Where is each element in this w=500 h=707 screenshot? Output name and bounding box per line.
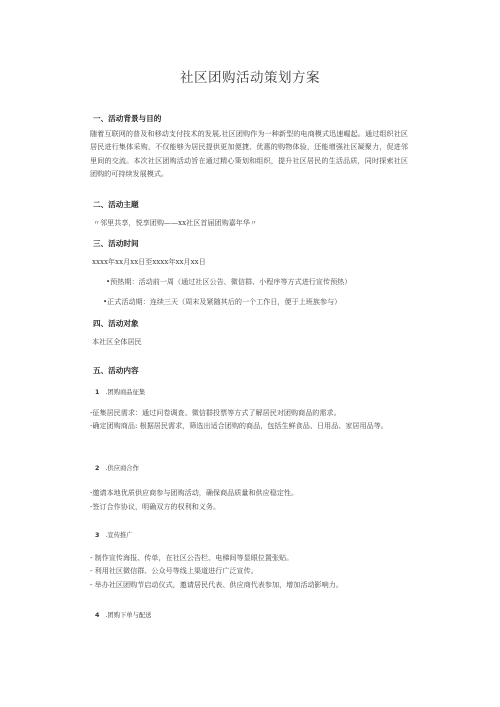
audience-text: 本社区全体居民: [92, 337, 142, 346]
item1-line1: -征集居民需求：通过问卷调查、微信群投票等方式了解居民对团购商品的需求。: [90, 408, 341, 417]
theme-text: 〃邻里共享，悦享团购——xx社区首届团购嘉年华〃: [93, 218, 258, 227]
item-number: 3: [95, 532, 100, 539]
page-title: 社区团购活动策划方案: [180, 70, 320, 86]
section-body-background: 随着互联网的普及和移动支付技术的发展,社区团购作为一种新型的电商模式迅速崛起。通过组织社区居民进行集体采购，不仅能够为居民提供更加便捷、优惠的购物体验，还能增强社区凝聚力，促进邻里间的交流。本次社区团购活动旨在通过精心策划和组织，提升社区居民的生活品质，同时探索社区团购的可持续发展模式。: [90, 129, 408, 179]
item-title: .团购商品征集: [105, 389, 146, 396]
item2-line1: -邀请本地优质供应商参与团购活动，确保商品质量和供应稳定性。: [90, 488, 299, 497]
item-number: 2: [95, 465, 100, 472]
item3-line1: - 制作宣传海报、传单，在社区公告栏、电梯间等显眼位置张贴。: [90, 553, 294, 562]
activity-date: xxxx年xx月xx日至xxxx年xx月xx日: [92, 257, 206, 266]
item-heading-3: [95, 530, 133, 539]
section-heading-background: 一、活动背景与目的: [93, 114, 162, 123]
item1-line2: -确定团购商品: 根据居民需求，筛选出适合团购的商品，包括生鲜食品、日用品、家居用品等。: [90, 421, 388, 430]
item-heading-2: [95, 463, 139, 472]
section-heading-theme: 二、活动主题: [93, 200, 139, 209]
item2-line2: -签订合作协议，明确双方的权利和义务。: [90, 502, 221, 511]
item-title: .团购下单与配送: [105, 612, 152, 619]
bullet-main-period: •正式活动期：连续三天（周末及紧随其后的一个工作日，便于上班族参与）: [103, 297, 342, 306]
item-heading-4: [95, 610, 151, 619]
bullet-preheat: •预热期：活动前一周（通过社区公告、微信群、小程序等方式进行宣传预热）: [106, 277, 352, 286]
item-number: 4: [95, 612, 100, 619]
section-heading-audience: 四、活动对象: [93, 319, 139, 328]
item-title: .宣传推广: [105, 532, 133, 539]
item-heading-1: [95, 387, 145, 396]
section-heading-content: 五、活动内容: [93, 366, 139, 375]
item3-line3: - 举办社区团购节启动仪式，邀请居民代表、供应商代表参加，增加活动影响力。: [90, 580, 343, 589]
section-heading-time: 三、活动时间: [93, 239, 139, 248]
item-number: 1: [95, 389, 100, 396]
item3-line2: - 利用社区微信群、公众号等线上渠道进行广泛宣传。: [90, 566, 258, 575]
item-title: .供应商合作: [105, 465, 139, 472]
